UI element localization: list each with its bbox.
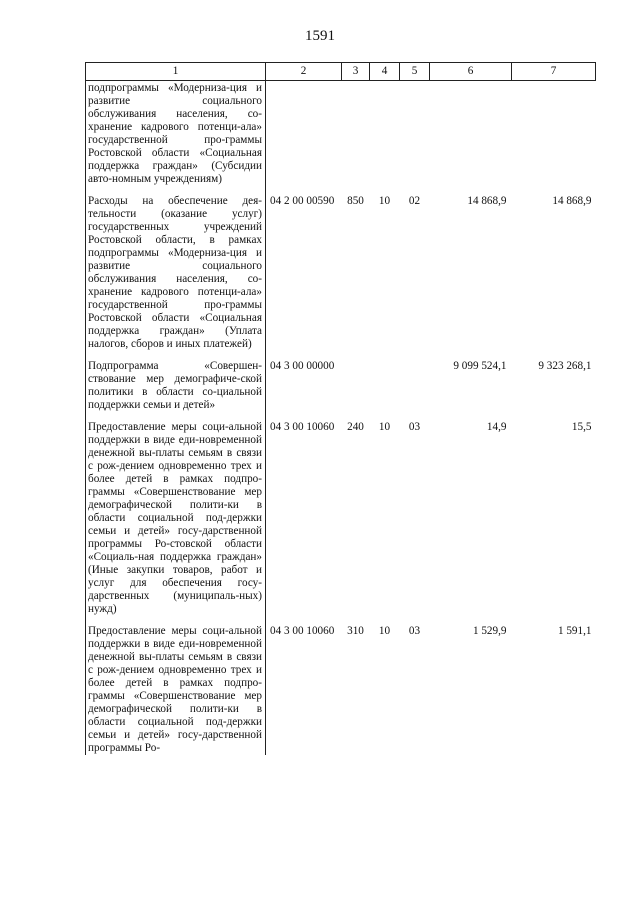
row-code: 04 3 00 00000 (270, 360, 335, 372)
row-col3 (342, 81, 370, 187)
row-col3: 850 (347, 195, 364, 207)
budget-table (85, 62, 596, 755)
table-row (86, 351, 596, 412)
column-header-3: 3 (342, 63, 370, 81)
row-col3: 240 (347, 421, 364, 433)
row-col7: 9 323 268,1 (538, 360, 592, 372)
column-header-1: 1 (86, 63, 266, 81)
table-row (86, 186, 596, 351)
row-col4 (370, 351, 400, 412)
column-header-4: 4 (370, 63, 400, 81)
row-col4: 10 (378, 421, 391, 433)
row-code: 04 3 00 10060 (270, 625, 335, 637)
row-col5 (400, 351, 430, 412)
row-code: 04 3 00 10060 (270, 421, 335, 433)
row-code: 04 2 00 00590 (270, 195, 335, 207)
row-col7 (512, 81, 596, 187)
row-col5 (400, 81, 430, 187)
column-header-2: 2 (266, 63, 342, 81)
row-col7: 15,5 (571, 421, 592, 433)
column-header-5: 5 (400, 63, 430, 81)
row-col4: 10 (378, 195, 391, 207)
row-col3: 310 (347, 625, 364, 637)
row-description: Подпрограмма «Совершен-ствование мер демографиче-ской политики в области со-циальной поддержки семьи и детей» (86, 351, 266, 412)
row-col5: 02 (408, 195, 421, 207)
row-col6: 14,9 (486, 421, 507, 433)
row-col5: 03 (408, 625, 421, 637)
row-col6: 1 529,9 (472, 625, 507, 637)
page-number: 1591 (305, 28, 335, 44)
row-col6 (430, 81, 512, 187)
row-col7: 14 868,9 (552, 195, 592, 207)
row-description: Расходы на обеспечение дея-тельности (оказание услуг) государственных учреждений Ростовской области, в рамках подпрограммы «Модерниза-ция и развитие социального обслуживания населения, со-хранение кадрового потенци-ала» государственной про-граммы Ростовской области «Социальная поддержка граждан» (Уплата налогов, сборов и иных платежей) (86, 186, 266, 351)
row-col6: 9 099 524,1 (453, 360, 507, 372)
header-row (86, 63, 596, 81)
row-col4: 10 (378, 625, 391, 637)
row-col6: 14 868,9 (467, 195, 507, 207)
row-description: подпрограммы «Модерниза-ция и развитие социального обслуживания населения, со-хранение кадрового потенци-ала» государственной про-граммы Ростовской области «Социальная поддержка граждан» (Субсидии авто-номным учреждениям) (86, 81, 266, 187)
row-description: Предоставление меры соци-альной поддержки в виде еди-новременной денежной вы-платы семьям в связи с рож-дением одновременно трех и более детей в рамках подпро-граммы «Совершенствование мер демографической полити-ки в области социальной под-держки семьи и детей» госу-дарственной программы Ро-стовской области «Социаль-ная поддержка граждан» (Иные закупки товаров, работ и услуг для обеспечения госу-дарственных (муниципаль-ных) нужд) (86, 412, 266, 616)
row-description: Предоставление меры соци-альной поддержки в виде еди-новременной денежной вы-платы семьям в связи с рож-дением одновременно трех и более детей в рамках подпро-граммы «Совершенствование мер демографической полити-ки в области социальной под-держки семьи и детей» госу-дарственной программы Ро- (86, 616, 266, 755)
table-row (86, 81, 596, 187)
column-header-6: 6 (430, 63, 512, 81)
row-code (266, 81, 342, 187)
column-header-7: 7 (512, 63, 596, 81)
row-col4 (370, 81, 400, 187)
row-col3 (342, 351, 370, 412)
table-row (86, 616, 596, 755)
row-col5: 03 (408, 421, 421, 433)
table-row (86, 412, 596, 616)
row-col7: 1 591,1 (557, 625, 592, 637)
